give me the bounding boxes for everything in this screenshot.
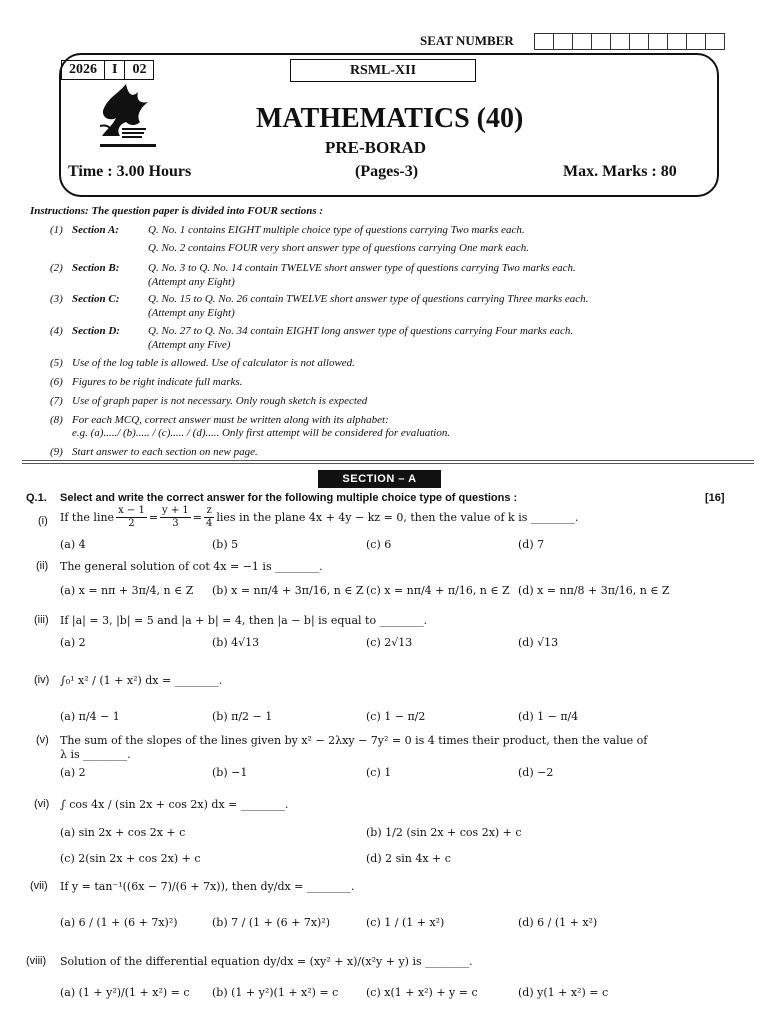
question-text: Select and write the correct answer for the following multiple choice type of questions : bbox=[60, 492, 518, 504]
code-cell: 02 bbox=[132, 62, 147, 77]
option-a: (a) 4 bbox=[60, 538, 86, 551]
option-a: (a) 6 / (1 + (6 + 7x)²) bbox=[60, 916, 178, 929]
instruction-text: Use of the log table is allowed. Use of calculator is not allowed. bbox=[72, 357, 355, 369]
instruction-line: (Attempt any Eight) bbox=[148, 307, 235, 319]
question-label: Q.1. bbox=[26, 492, 47, 504]
instruction-number: (7) bbox=[50, 395, 63, 407]
instruction-number: (9) bbox=[50, 446, 63, 458]
exam-type: PRE-BORAD bbox=[325, 138, 427, 157]
numerator: y + 1 bbox=[162, 505, 189, 516]
fraction bbox=[116, 505, 147, 530]
seat-number-label: SEAT NUMBER bbox=[420, 33, 514, 48]
option-d: (d) 2 sin 4x + c bbox=[366, 852, 451, 865]
option-c: (c) 1 / (1 + x²) bbox=[366, 916, 445, 929]
option-c: (c) 1 − π/2 bbox=[366, 710, 426, 723]
numerator: z bbox=[204, 505, 214, 518]
numerator: x − 1 bbox=[118, 505, 145, 516]
option-b: (b) 1/2 (sin 2x + cos 2x) + c bbox=[366, 826, 522, 839]
instructions-intro: Instructions: The question paper is divided into FOUR sections : bbox=[30, 205, 324, 217]
option-a: (a) (1 + y²)/(1 + x²) = c bbox=[60, 986, 190, 999]
option-a: (a) sin 2x + cos 2x + c bbox=[60, 826, 186, 839]
instruction-number: (5) bbox=[50, 357, 63, 369]
page-count: (Pages-3) bbox=[355, 163, 419, 180]
instruction-number: (6) bbox=[50, 376, 63, 388]
instruction-line: Q. No. 15 to Q. No. 26 contain TWELVE short answer type of questions carrying Three marks each. bbox=[148, 293, 589, 305]
instruction-text: Use of graph paper is not necessary. Only rough sketch is expected bbox=[72, 395, 368, 407]
subquestion-pre: If the line bbox=[60, 511, 115, 524]
option-c: (c) 2(sin 2x + cos 2x) + c bbox=[60, 852, 201, 865]
option-a: (a) 2 bbox=[60, 766, 86, 779]
option-c: (c) 2√13 bbox=[366, 636, 413, 649]
subquestion-number: (iii) bbox=[34, 614, 49, 626]
instruction-line: (Attempt any Five) bbox=[148, 339, 231, 351]
instruction-line: Q. No. 1 contains EIGHT multiple choice type of questions carrying Two marks each. bbox=[148, 224, 525, 236]
instruction-number: (1) bbox=[50, 224, 63, 236]
option-b: (b) 7 / (1 + (6 + 7x)²) bbox=[212, 916, 331, 929]
option-d: (d) 1 − π/4 bbox=[518, 710, 579, 723]
instruction-section: Section A: bbox=[72, 224, 119, 236]
option-c: (c) 1 bbox=[366, 766, 392, 779]
option-d: (d) 7 bbox=[518, 538, 545, 551]
denominator: 2 bbox=[128, 518, 135, 529]
instruction-line: Q. No. 27 to Q. No. 34 contain EIGHT long answer type of questions carrying Four marks each. bbox=[148, 325, 574, 337]
option-d: (d) √13 bbox=[518, 636, 559, 649]
subquestion-post: lies in the plane 4x + 4y − kz = 0, then the value of k is ________. bbox=[216, 511, 579, 524]
option-d: (d) y(1 + x²) = c bbox=[518, 986, 609, 999]
option-c: (c) 6 bbox=[366, 538, 392, 551]
instruction-text: e.g. (a)...../ (b)..... / (c)..... / (d)..... Only first attempt will be considered for evaluation. bbox=[72, 427, 451, 439]
subquestion-number: (vii) bbox=[30, 880, 48, 892]
instruction-text: Start answer to each section on new page. bbox=[72, 446, 258, 458]
fraction bbox=[204, 505, 214, 530]
paper-code-box bbox=[61, 60, 154, 80]
instruction-section: Section D: bbox=[72, 325, 120, 337]
denominator: 4 bbox=[206, 518, 213, 529]
instruction-number: (2) bbox=[50, 262, 63, 274]
option-a: (a) π/4 − 1 bbox=[60, 710, 120, 723]
option-b: (b) −1 bbox=[212, 766, 248, 779]
subquestion-text: Solution of the differential equation dy/dx = (xy² + x)/(x²y + y) is ________. bbox=[60, 955, 473, 968]
subject-title: MATHEMATICS (40) bbox=[256, 103, 524, 134]
subquestion-text-cont: λ is ________. bbox=[60, 748, 131, 761]
question-marks: [16] bbox=[705, 492, 725, 504]
instruction-line: Q. No. 2 contains FOUR very short answer type of questions carrying One mark each. bbox=[148, 242, 529, 254]
instruction-line: Q. No. 3 to Q. No. 14 contain TWELVE short answer type of questions carrying Two marks each. bbox=[148, 262, 576, 274]
option-b: (b) 5 bbox=[212, 538, 239, 551]
divider bbox=[22, 460, 754, 461]
instruction-number: (8) bbox=[50, 414, 63, 426]
option-d: (d) 6 / (1 + x²) bbox=[518, 916, 598, 929]
subquestion-number: (vi) bbox=[34, 798, 50, 810]
fraction bbox=[160, 505, 191, 530]
instruction-line: (Attempt any Eight) bbox=[148, 276, 235, 288]
section-a-heading: SECTION – A bbox=[318, 470, 441, 488]
subquestion-text: The general solution of cot 4x = −1 is ________. bbox=[60, 560, 323, 573]
subquestion-number: (v) bbox=[36, 734, 49, 746]
subquestion-text: If y = tan⁻¹((6x − 7)/(6 + 7x)), then dy/dx = ________. bbox=[60, 880, 355, 893]
option-b: (b) (1 + y²)(1 + x²) = c bbox=[212, 986, 339, 999]
instruction-number: (3) bbox=[50, 293, 63, 305]
option-d: (d) −2 bbox=[518, 766, 554, 779]
option-c: (c) x = nπ/4 + π/16, n ∈ Z bbox=[366, 584, 510, 597]
instruction-section: Section B: bbox=[72, 262, 120, 274]
option-b: (b) x = nπ/4 + 3π/16, n ∈ Z bbox=[212, 584, 364, 597]
time-allowed: Time : 3.00 Hours bbox=[68, 163, 192, 180]
denominator: 3 bbox=[172, 518, 179, 529]
option-c: (c) x(1 + x²) + y = c bbox=[366, 986, 478, 999]
year-cell: 2026 bbox=[62, 61, 105, 79]
subquestion-text: ∫ cos 4x / (sin 2x + cos 2x) dx = ________. bbox=[60, 798, 289, 811]
max-marks: Max. Marks : 80 bbox=[563, 163, 677, 180]
divider bbox=[22, 463, 754, 464]
instruction-text: Figures to be right indicate full marks. bbox=[72, 376, 243, 388]
subquestion-text: The sum of the slopes of the lines given by x² − 2λxy − 7y² = 0 is 4 times their product, then the value of bbox=[60, 734, 648, 747]
instruction-text: For each MCQ, correct answer must be written along with its alphabet: bbox=[72, 414, 389, 426]
seat-number-boxes bbox=[534, 33, 725, 50]
term-cell: I bbox=[105, 61, 125, 79]
option-a: (a) x = nπ + 3π/4, n ∈ Z bbox=[60, 584, 194, 597]
subquestion-number: (iv) bbox=[34, 674, 50, 686]
option-b: (b) π/2 − 1 bbox=[212, 710, 273, 723]
instruction-section: Section C: bbox=[72, 293, 120, 305]
subquestion-text: ∫₀¹ x² / (1 + x²) dx = ________. bbox=[60, 674, 223, 687]
option-a: (a) 2 bbox=[60, 636, 86, 649]
instruction-number: (4) bbox=[50, 325, 63, 337]
subquestion-number: (ii) bbox=[36, 560, 49, 572]
option-d: (d) x = nπ/8 + 3π/16, n ∈ Z bbox=[518, 584, 670, 597]
subquestion-number: (i) bbox=[38, 515, 48, 527]
series-box: RSML-XII bbox=[290, 59, 476, 82]
subquestion-text: If |a| = 3, |b| = 5 and |a + b| = 4, then |a − b| is equal to ________. bbox=[60, 614, 428, 627]
board-logo-icon bbox=[96, 82, 160, 154]
option-b: (b) 4√13 bbox=[212, 636, 260, 649]
subquestion-text: If the line $\frac{x - 1}{2}$ = $\frac{y + 1}{3}$ = $\frac{z}{4}$ lies in the plane 4x + 4y − kz = 0, then the value of k is ________. bbox=[60, 505, 579, 529]
subquestion-number: (viii) bbox=[26, 955, 47, 967]
